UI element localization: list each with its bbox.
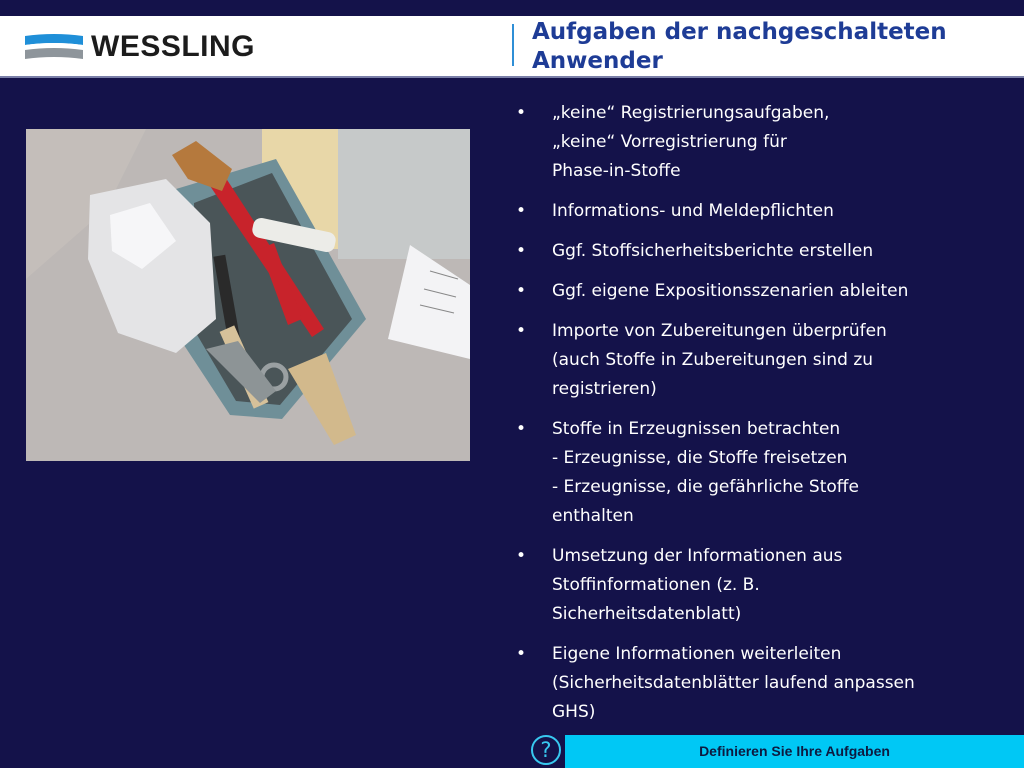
top-bar: [0, 0, 1024, 16]
bullet-item: • „keine“ Registrierungsaufgaben, „keine“ Vorregistrierung für Phase-in-Stoffe: [514, 99, 1014, 186]
header-divider: [512, 24, 514, 66]
bullet-item: • Umsetzung der Informationen aus Stoffinformationen (z. B. Sicherheitsdatenblatt): [514, 542, 1014, 629]
logo-text: WESSLING: [91, 30, 256, 63]
wessling-logo: [25, 30, 285, 63]
toolbox-photo: [26, 129, 470, 461]
bullet-item: • Importe von Zubereitungen überprüfen (auch Stoffe in Zubereitungen sind zu registrieren): [514, 317, 1014, 404]
help-icon[interactable]: ?: [531, 735, 561, 765]
define-tasks-button[interactable]: Definieren Sie Ihre Aufgaben: [565, 735, 1024, 768]
bullet-item: • Informations- und Meldepflichten: [514, 197, 1014, 226]
bullet-item: • Ggf. Stoffsicherheitsberichte erstellen: [514, 237, 1014, 266]
bullet-item: • Stoffe in Erzeugnissen betrachten - Erzeugnisse, die Stoffe freisetzen - Erzeugnisse, die gefährliche Stoffe enthalten: [514, 415, 1014, 531]
bullet-list: [514, 99, 1014, 738]
slide-title: Aufgaben der nachgeschalteten Anwender: [532, 19, 947, 74]
bullet-item: • Eigene Informationen weiterleiten (Sicherheitsdatenblätter laufend anpassen GHS): [514, 640, 1014, 727]
bullet-item: • Ggf. eigene Expositionsszenarien ableiten: [514, 277, 1014, 306]
header: [0, 16, 1024, 78]
wave-logo-icon: [25, 33, 83, 61]
